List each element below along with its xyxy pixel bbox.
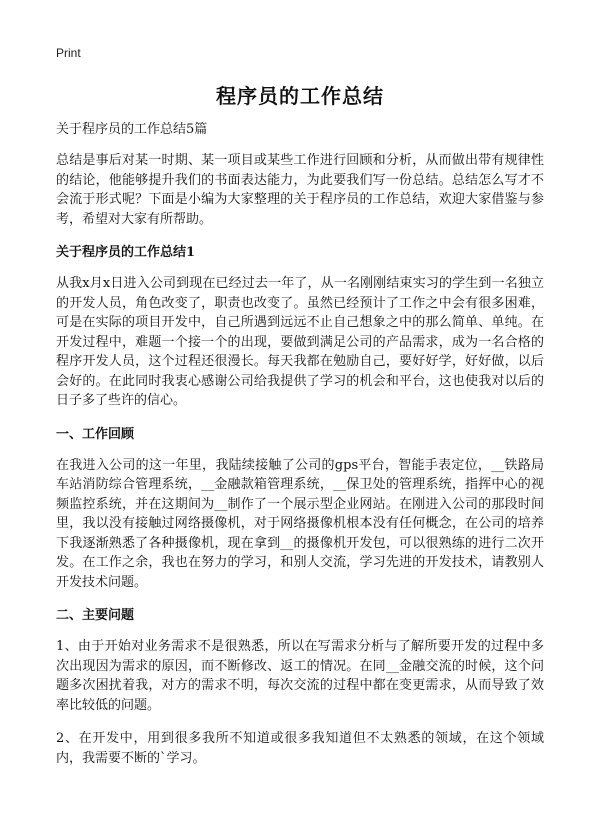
section-heading-summary-1: 关于程序员的工作总结1 [56, 245, 196, 260]
document-subtitle: 关于程序员的工作总结5篇 [56, 122, 208, 137]
document-title: 程序员的工作总结 [216, 84, 384, 108]
summary-1-paragraph: 从我x月x日进入公司到现在已经过去一年了，从一名刚刚结束实习的学生到一名独立的开发人员，角色改变了，职责也改变了。虽然已经预计了工作之中会有很多困难，可是在实际的项目开发中，自己所遇到远远不止自己想象之中的那么简单、单纯。在开发过程中，难题一个接一个的出现，要做到满足公司的产品需求，成为一名合格的程序开发人员，这个过程还很漫长。每天我都在勉励自己，要好好学，好好做，以后会好的。在此同时我衷心感谢公司给我提供了学习的机会和平台，这也使我对以后的日子多了些许的信心。 [56, 276, 544, 408]
section-heading-work-review: 一、工作回顾 [56, 426, 135, 442]
intro-paragraph: 总结是事后对某一时期、某一项目或某些工作进行回顾和分析，从而做出带有规律性的结论，他能够提升我们的书面表达能力，为此要我们写一份总结。总结怎么写才不会流于形式呢？下面是小编为大家整理的关于程序员的工作总结，欢迎大家借鉴与参考，希望对大家有所帮助。 [56, 153, 544, 227]
document-body [56, 120, 544, 782]
main-issues-paragraph-2: 2、在开发中，用到很多我所不知道或很多我知道但不太熟悉的领域，在这个领域内，我需要不断的`学习。 [56, 731, 544, 766]
section-heading-main-issues: 二、主要问题 [56, 608, 135, 623]
work-review-paragraph: 在我进入公司的这一年里，我陆续接触了公司的gps平台，智能手表定位，__铁路局车站消防综合管理系统，__金融款箱管理系统，__保卫处的管理系统，指挥中心的视频监控系统，并在这期间为__制作了一个展示型企业网站。在刚进入公司的那段时间里，我以没有接触过网络摄像机，对于网络摄像机根本没有任何概念，在公司的培养下我逐渐熟悉了各种摄像机，现在拿到__的摄像机开发包，可以很熟练的进行二次开发。在工作之余，我也在努力的学习，和别人交流，学习先进的开发技术，请教别人开发技术问题。 [56, 457, 544, 590]
print-link[interactable]: Print [56, 46, 81, 60]
main-issues-paragraph-1: 1、由于开始对业务需求不是很熟悉，所以在写需求分析与了解所要开发的过程中多次出现因为需求的原因，而不断修改、返工的情况。在同__金融交流的时候，这个问题多次困扰着我，对方的需求不明，每次交流的过程中都在变更需求，从而导致了效率比较低的问题。 [56, 639, 544, 713]
